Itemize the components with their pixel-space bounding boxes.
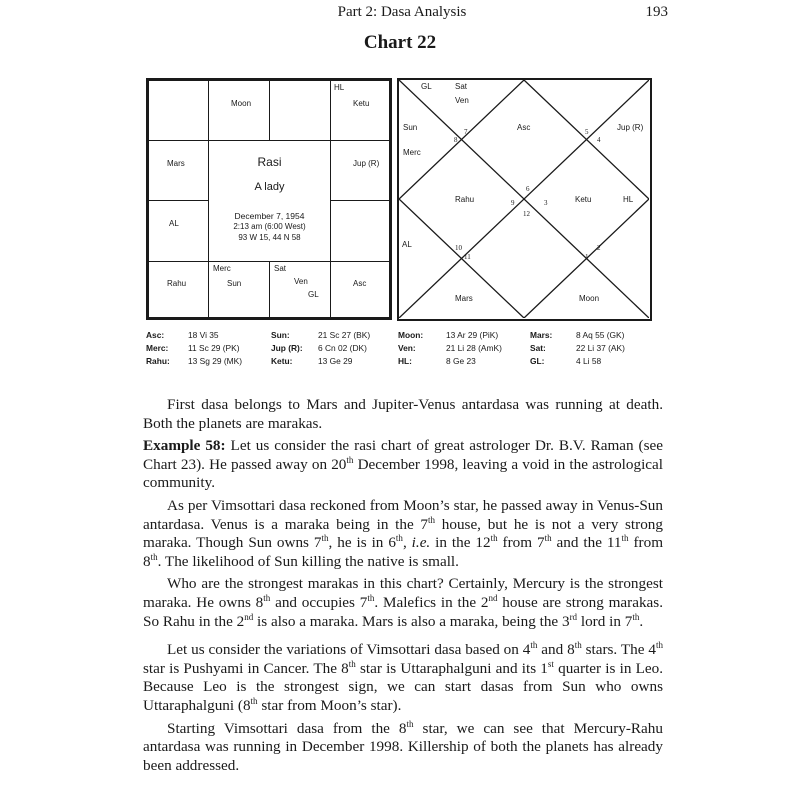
planet-label: Asc: [517, 123, 531, 132]
house-number: 9: [511, 199, 515, 207]
paragraph: [143, 497, 663, 571]
position-label: Rahu:: [146, 356, 170, 366]
superscript: th: [530, 640, 538, 651]
running-head-title: Part 2: Dasa Analysis: [337, 4, 467, 20]
superscript: rd: [569, 611, 578, 622]
planet-label: Rahu: [167, 279, 187, 288]
text-span: December 1998, leaving a void in the astrological community.: [143, 455, 663, 492]
position-value: 4 Li 58: [576, 356, 602, 366]
position-label: Mars:: [530, 330, 553, 340]
position-label: Sun:: [271, 330, 290, 340]
paragraph: [143, 396, 663, 433]
rasi-cell-scorpio: [208, 261, 270, 318]
text-span: Let us consider the variations of Vimsottari dasa based on 4: [167, 641, 531, 659]
text-span: Who are the strongest marakas in this chart? Certainly, Mercury is the strongest maraka. He owns 8: [143, 575, 663, 611]
planet-label: Merc: [403, 148, 421, 157]
text-span: , he is in 6: [328, 534, 396, 552]
house-number: 6: [526, 185, 530, 193]
planet-label: Ketu: [575, 195, 592, 204]
superscript: th: [428, 514, 436, 525]
chart-lines: [399, 80, 649, 318]
text-span: is also a maraka. Mars is also a maraka, being the 3: [253, 612, 570, 630]
house-number: 7: [464, 128, 468, 136]
position-label: GL:: [530, 356, 545, 366]
planet-label: Sat: [455, 82, 468, 91]
rasi-cell-pisces: [148, 80, 209, 141]
superscript: th: [574, 640, 582, 651]
planet-label: Rahu: [455, 195, 475, 204]
planet-label: Jup (R): [617, 123, 644, 132]
position-label: HL:: [398, 356, 412, 366]
superscript: th: [621, 533, 629, 544]
superscript: nd: [488, 592, 498, 603]
superscript: th: [367, 592, 375, 603]
superscript: th: [348, 658, 356, 669]
superscript: th: [655, 640, 663, 651]
planet-label: Sat: [274, 264, 287, 273]
position-value: 13 Sg 29 (MK): [188, 356, 242, 366]
planet-label: Ven: [294, 277, 308, 286]
planet-label: Merc: [213, 264, 231, 273]
position-label: Merc:: [146, 343, 169, 353]
planet-label: Asc: [353, 279, 367, 288]
position-label: Jup (R):: [271, 343, 303, 353]
chart-title: Chart 22: [363, 32, 437, 53]
planet-label: Ketu: [353, 99, 370, 108]
text-span: . The likelihood of Sun killing the native is small.: [157, 552, 459, 570]
position-label: Asc:: [146, 330, 165, 340]
superscript: th: [395, 533, 403, 544]
birth-time: 2:13 am (6:00 West): [233, 222, 306, 231]
rasi-center-subtitle: A lady: [254, 181, 285, 193]
position-value: 18 Vi 35: [188, 330, 219, 340]
house-number: 12: [523, 210, 530, 218]
text-span: ,: [402, 534, 412, 552]
text-span: star is Uttaraphalguni and its 1: [355, 659, 548, 677]
house-number: 5: [585, 128, 589, 136]
superscript: st: [547, 658, 554, 669]
position-value: 13 Ar 29 (PiK): [446, 330, 499, 340]
text-span: stars. The 4: [581, 641, 656, 659]
position-value: 6 Cn 02 (DK): [318, 343, 367, 353]
text-span: and occupies 7: [270, 593, 368, 611]
rasi-center-title: Rasi: [257, 155, 282, 169]
superscript: th: [544, 533, 552, 544]
paragraph: [143, 720, 663, 776]
rasi-cell-libra: [269, 261, 331, 318]
text-span: star from Moon’s star).: [257, 696, 402, 714]
text-span: Starting Vimsottari dasa from the 8: [167, 719, 407, 737]
planet-label: GL: [421, 82, 432, 91]
superscript: th: [263, 592, 271, 603]
position-value: 11 Sc 29 (PK): [188, 343, 240, 353]
planet-label: AL: [169, 219, 179, 228]
superscript: th: [632, 611, 640, 622]
running-head: [136, 2, 668, 22]
superscript: th: [490, 533, 498, 544]
position-label: Sat:: [530, 343, 546, 353]
rasi-cell-sagittarius: [148, 261, 209, 318]
rasi-chart: [146, 78, 392, 320]
rasi-cell-aries: [208, 80, 270, 141]
text-span: star is Pushyami in Cancer. The 8: [143, 659, 349, 677]
position-value: 21 Sc 27 (BK): [318, 330, 371, 340]
planet-label: AL: [402, 240, 412, 249]
text-span: and 8: [537, 641, 575, 659]
superscript: th: [406, 718, 414, 729]
planet-label: GL: [308, 290, 319, 299]
text-span: .: [639, 612, 644, 630]
rasi-cell-leo: [330, 200, 390, 262]
house-number: 3: [544, 199, 548, 207]
italic-text: i.e.: [411, 534, 431, 552]
house-number: 10: [455, 244, 462, 252]
planet-label: Jup (R): [353, 159, 380, 168]
rasi-cell-virgo: [330, 261, 390, 318]
house-number: 1: [585, 253, 589, 261]
birth-date: December 7, 1954: [234, 211, 305, 221]
rasi-cell-cancer: [330, 140, 390, 201]
planet-label: Moon: [579, 294, 600, 303]
text-span: star, we can see that Mercury-Rahu antardasa was running in December 1998. Killership of both the planets has already been addressed.: [143, 719, 663, 774]
text-span: quarter is in Leo. Because Leo is the strongest sign, we can start dasas from Sun who owns Uttaraphalguni (8: [143, 659, 664, 714]
superscript: th: [321, 533, 329, 544]
planet-label: HL: [623, 195, 634, 204]
text-span: lord in 7: [577, 612, 633, 630]
position-label: Ketu:: [271, 356, 293, 366]
house-number: 2: [597, 244, 601, 252]
house-number: 11: [464, 253, 471, 261]
text-span: in the 12: [430, 534, 491, 552]
body-text: [143, 396, 663, 775]
superscript: th: [150, 551, 158, 562]
planet-label: Ven: [455, 96, 469, 105]
superscript: nd: [244, 611, 254, 622]
planet-label: Sun: [403, 123, 418, 132]
page-number: 193: [645, 4, 668, 20]
house-number: 4: [597, 136, 601, 144]
planet-label: Moon: [231, 99, 252, 108]
rasi-cell-capricorn: [148, 200, 209, 262]
text-span: As per Vimsottari dasa reckoned from Moon’s star, he passed away in Venus-Sun antardasa. Venus is a maraka being in the 7: [143, 496, 663, 533]
rasi-center-panel: [208, 140, 331, 262]
text-span: from 7: [497, 534, 545, 552]
planet-label: HL: [334, 83, 345, 92]
text-span: . Malefics in the 2: [374, 593, 489, 611]
position-value: 8 Ge 23: [446, 356, 476, 366]
position-value: 13 Ge 29: [318, 356, 353, 366]
position-label: Moon:: [398, 330, 424, 340]
text-span: and the 11: [551, 534, 622, 552]
position-label: Ven:: [398, 343, 416, 353]
text-span: First dasa belongs to Mars and Jupiter-Venus antardasa was running at death. Both the planets are marakas.: [143, 396, 663, 432]
paragraph: [143, 575, 663, 631]
position-value: 21 Li 28 (AmK): [446, 343, 502, 353]
paragraph-example-58: [143, 437, 663, 493]
north-indian-chart: [397, 78, 652, 321]
position-value: 22 Li 37 (AK): [576, 343, 625, 353]
position-value: 8 Aq 55 (GK): [576, 330, 625, 340]
rasi-cell-gemini: [330, 80, 390, 141]
planet-label: Sun: [227, 279, 242, 288]
house-number: 8: [454, 136, 458, 144]
text-span: house, but he is not a very strong maraka. Though Sun owns 7: [143, 515, 663, 552]
text-span: from 8: [143, 534, 664, 570]
planet-label: Mars: [455, 294, 473, 303]
superscript: th: [250, 695, 258, 706]
paragraph: [143, 641, 663, 715]
example-heading: Example 58:: [143, 437, 226, 455]
planet-label: Mars: [167, 159, 185, 168]
rasi-cell-aquarius: [148, 140, 209, 201]
superscript: th: [346, 454, 354, 465]
text-span: Let us consider the rasi chart of great astrologer Dr. B.V. Raman (see Chart 23). He passed away on 20: [143, 437, 664, 473]
text-span: house are strong marakas. So Rahu in the 2: [143, 593, 663, 630]
rasi-cell-taurus: [269, 80, 331, 141]
birth-coordinates: 93 W 15, 44 N 58: [238, 233, 301, 242]
